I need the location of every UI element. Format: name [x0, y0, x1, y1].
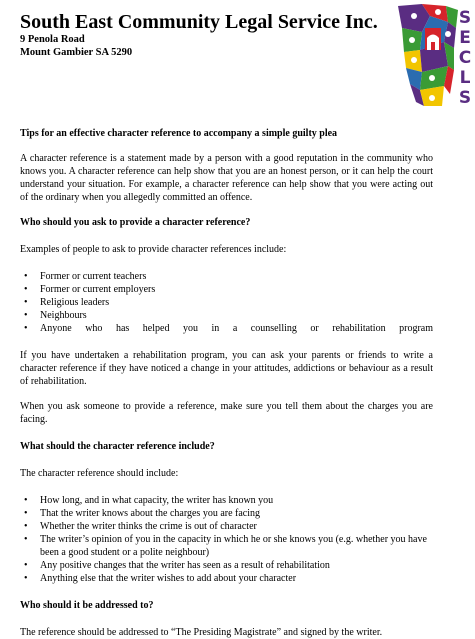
bullet-icon: • [24, 310, 28, 321]
bullet-icon: • [24, 495, 28, 506]
list-item: • That the writer knows about the charges you are facing [24, 508, 261, 519]
list-item: • Neighbours [24, 310, 87, 321]
addressee-paragraph: The reference should be addressed to “The Presiding Magistrate” and signed by the writer. [20, 627, 383, 638]
list-item: • How long, and in what capacity, the writer has known you [24, 495, 274, 506]
bullet-icon: • [24, 573, 28, 584]
list-item: • The writer’s opinion of you in the capacity in which he or she knows you (e.g. whether you have been a good student or a polite neighbour) [24, 534, 427, 558]
rehabilitation-paragraph: If you have undertaken a rehabilitation program, you can ask your parents or friends to write a character reference if they have noticed a change in your attitudes, addictions or behaviour as a result of rehabilitation. [20, 350, 433, 387]
list-item: • Any positive changes that the writer has seen as a result of rehabilitation [24, 560, 330, 571]
intro-paragraph: A character reference is a statement made by a person with a good reputation in the community who knows you. A character reference can help show that you are an honest person, or it can help the court understand your situation. For example, a character reference can help show that you were acting out of the ordinary when you allegedly committed an offence. [20, 153, 433, 203]
charges-paragraph: When you ask someone to provide a reference, make sure you tell them about the charges you are facing. [20, 401, 433, 425]
list-item: • Former or current employers [24, 284, 156, 295]
include-list [20, 494, 433, 585]
address-line-1: 9 Penola Road [20, 34, 85, 45]
bullet-icon: • [24, 508, 28, 519]
bullet-icon: • [24, 271, 28, 282]
address-line-2: Mount Gambier SA 5290 [20, 46, 133, 58]
section-heading-addressee: Who should it be addressed to? [20, 600, 154, 611]
referee-list [20, 270, 433, 335]
bullet-icon: • [24, 323, 28, 334]
section-lead: The character reference should include: [20, 468, 179, 479]
secls-logo [392, 2, 472, 110]
list-item: • Whether the writer thinks the crime is out of character [24, 521, 257, 532]
list-item: • Former or current teachers [24, 271, 147, 282]
bullet-icon: • [24, 521, 28, 532]
list-item: • Anyone who has helped you in a counselling or rehabilitation program [24, 323, 433, 334]
logo-lettering: S E C L S [458, 8, 472, 108]
letterhead [20, 10, 400, 59]
section-heading-include: What should the character reference include? [20, 441, 215, 452]
document-title: Tips for an effective character reference to accompany a simple guilty plea [20, 128, 338, 139]
section-lead: Examples of people to ask to provide character references include: [20, 244, 287, 255]
bullet-icon: • [24, 284, 28, 295]
section-heading-who-to-ask: Who should you ask to provide a character reference? [20, 217, 251, 228]
bullet-icon: • [24, 560, 28, 571]
list-item: • Anything else that the writer wishes to add about your character [24, 573, 297, 584]
bullet-icon: • [24, 297, 28, 308]
bullet-icon: • [24, 534, 28, 545]
org-name: South East Community Legal Service Inc. [20, 11, 378, 33]
list-item: • Religious leaders [24, 297, 110, 308]
document-body [20, 127, 433, 639]
